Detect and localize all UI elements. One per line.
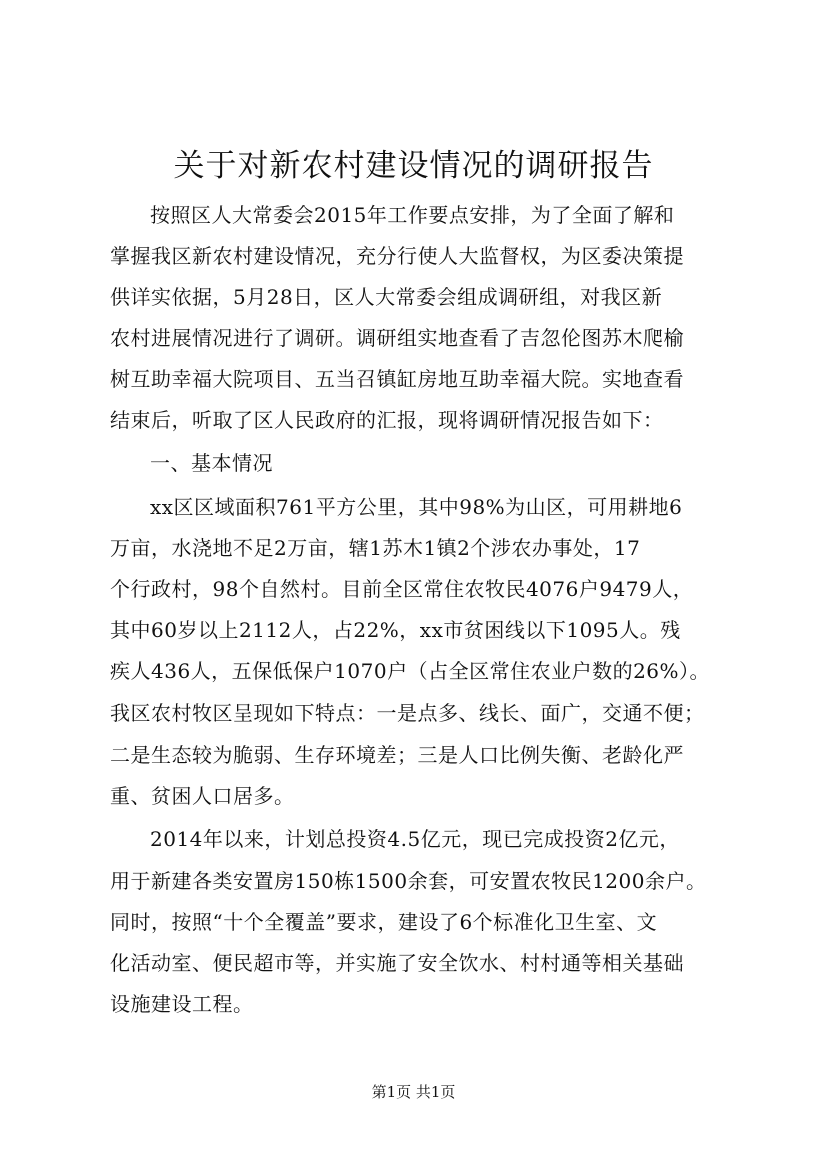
paragraph-line: xx区区域面积761平方公里，其中98%为山区，可用耕地6 — [150, 495, 683, 519]
paragraph-line: 结束后，听取了区人民政府的汇报，现将调研情况报告如下： — [110, 408, 664, 432]
section-heading: 一、基本情况 — [150, 451, 273, 475]
paragraph-line: 二是生态较为脆弱、生存环境差；三是人口比例失衡、老龄化严 — [110, 743, 684, 767]
paragraph-line: 设施建设工程。 — [110, 992, 254, 1016]
paragraph-line: 个行政村，98个自然村。目前全区常住农牧民4076户9479人， — [110, 577, 694, 601]
paragraph-line: 重、贫困人口居多。 — [110, 784, 295, 808]
paragraph-line: 用于新建各类安置房150栋1500余套，可安置农牧民1200余户。 — [110, 869, 707, 893]
paragraph-line: 化活动室、便民超市等，并实施了安全饮水、村村通等相关基础 — [110, 951, 684, 975]
paragraph-line: 我区农村牧区呈现如下特点：一是点多、线长、面广，交通不便； — [110, 701, 705, 725]
paragraph-line: 疾人436人，五保低保户1070户（占全区常住农业户数的26%）。 — [110, 659, 711, 683]
paragraph-line: 其中60岁以上2112人，占22%，xx市贫困线以下1095人。残 — [110, 618, 681, 642]
page-footer: 第1页 共1页 — [371, 1083, 456, 1101]
paragraph-line: 同时，按照“十个全覆盖”要求，建设了6个标准化卫生室、文 — [110, 910, 658, 934]
paragraph-line: 农村进展情况进行了调研。调研组实地查看了吉忽伦图苏木爬榆 — [110, 326, 684, 350]
paragraph-line: 2014年以来，计划总投资4.5亿元，现已完成投资2亿元， — [150, 827, 680, 851]
paragraph-line: 掌握我区新农村建设情况，充分行使人大监督权，为区委决策提 — [110, 244, 684, 268]
paragraph-line: 树互助幸福大院项目、五当召镇缸房地互助幸福大院。实地查看 — [110, 367, 684, 391]
document-title: 关于对新农村建设情况的调研报告 — [173, 148, 654, 184]
paragraph-line: 供详实依据，5月28日，区人大常委会组成调研组，对我区新 — [110, 285, 663, 309]
paragraph-line: 按照区人大常委会2015年工作要点安排，为了全面了解和 — [150, 203, 675, 227]
paragraph-line: 万亩，水浇地不足2万亩，辖1苏木1镇2个涉农办事处，17 — [110, 536, 641, 560]
